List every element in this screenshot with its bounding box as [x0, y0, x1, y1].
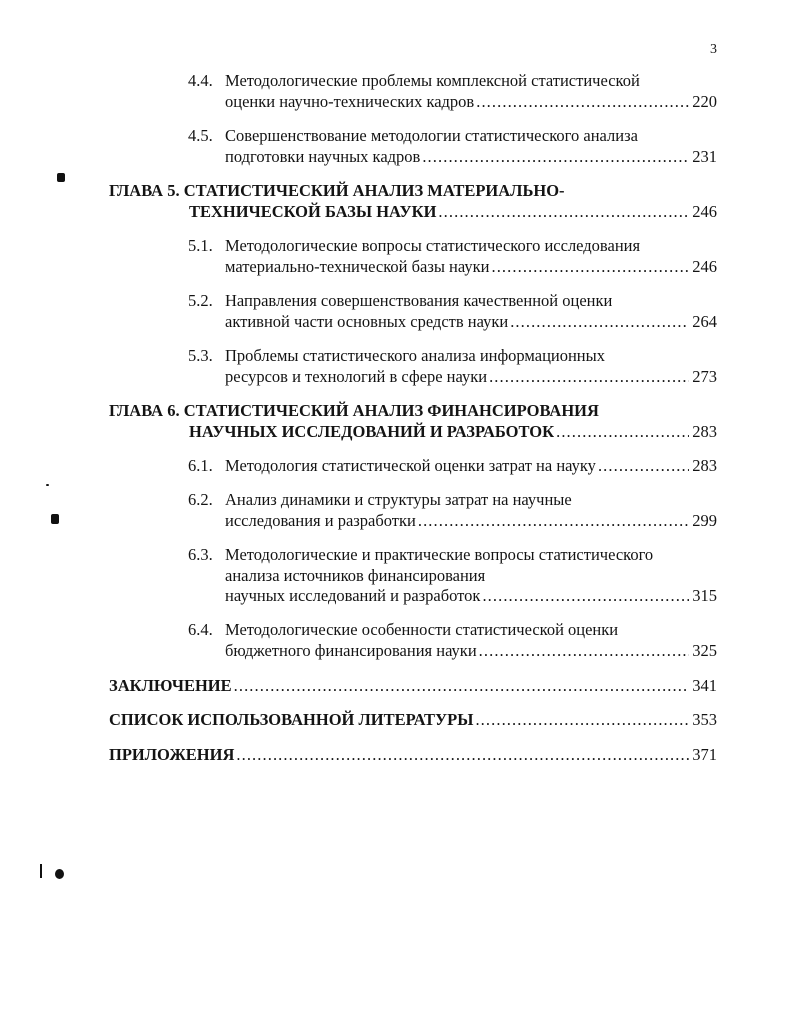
page-ref: 231 — [692, 147, 717, 166]
page-ref: 371 — [692, 745, 717, 764]
section-title-line: подготовки научных кадров — [225, 147, 421, 166]
leader-dots — [556, 421, 689, 442]
chapter-title-line: ТЕХНИЧЕСКОЙ БАЗЫ НАУКИ — [189, 202, 437, 221]
section-number: 6.2. — [188, 490, 213, 509]
leader-dots — [418, 510, 689, 531]
leader-dots — [489, 366, 689, 387]
leader-dots — [438, 201, 689, 222]
leader-dots — [491, 256, 689, 277]
section-title-line: Методологические проблемы комплексной статистической — [225, 71, 640, 90]
section-number: 5.2. — [188, 291, 213, 310]
section-title-line: Проблемы статистического анализа информационных — [225, 346, 605, 365]
chapter-title-line: ГЛАВА 6. СТАТИСТИЧЕСКИЙ АНАЛИЗ ФИНАНСИРОВАНИЯ — [109, 401, 599, 420]
leader-dots — [510, 311, 689, 332]
section-title-line: Направления совершенствования качественной оценки — [225, 291, 613, 310]
leader-dots — [236, 744, 689, 765]
page-ref: 246 — [692, 202, 717, 221]
leader-dots — [475, 709, 689, 730]
section-title-line: активной части основных средств науки — [225, 312, 509, 331]
section-number: 5.1. — [188, 236, 213, 255]
page-ref: 299 — [692, 511, 717, 530]
page-ref: 220 — [692, 92, 717, 111]
section-title-line: анализа источников финансирования — [225, 566, 486, 585]
section-title-line: Методологические особенности статистической оценки — [225, 620, 619, 639]
section-title-line: Анализ динамики и структуры затрат на научные — [225, 490, 572, 509]
section-title-line: Совершенствование методологии статистического анализа — [225, 126, 638, 145]
page-ref: 353 — [692, 710, 717, 729]
chapter-title-line: ГЛАВА 5. СТАТИСТИЧЕСКИЙ АНАЛИЗ МАТЕРИАЛЬНО- — [109, 181, 565, 200]
section-title-line: оценки научно-технических кадров — [225, 92, 475, 111]
section-number: 6.3. — [188, 545, 213, 564]
section-title-line: бюджетного финансирования науки — [225, 641, 477, 660]
section-number: 6.4. — [188, 620, 213, 639]
page-ref: 315 — [692, 586, 717, 605]
section-number: 5.3. — [188, 346, 213, 365]
section-number: 4.5. — [188, 126, 213, 145]
section-title-line: Методологические вопросы статистического исследования — [225, 236, 641, 255]
page-ref: 341 — [692, 676, 717, 695]
page-ref: 283 — [692, 456, 717, 475]
scan-speck — [55, 869, 64, 879]
leader-dots — [234, 675, 690, 696]
section-number: 6.1. — [188, 456, 213, 475]
section-title-line: исследования и разработки — [225, 511, 416, 530]
leader-dots — [422, 146, 689, 167]
chapter-title-line: ПРИЛОЖЕНИЯ — [109, 745, 235, 764]
section-title-line: научных исследований и разработок — [225, 586, 481, 605]
page-ref: 273 — [692, 367, 717, 386]
section-title-line: Методология статистической оценки затрат на науку — [225, 456, 596, 475]
scan-speck — [40, 864, 42, 878]
scan-speck — [46, 484, 49, 486]
section-title-line: ресурсов и технологий в сфере науки — [225, 367, 488, 386]
scan-speck — [57, 173, 65, 182]
section-title-line: Методологические и практические вопросы статистического — [225, 545, 654, 564]
page-ref: 283 — [692, 422, 717, 441]
section-number: 4.4. — [188, 71, 213, 90]
chapter-title-line: НАУЧНЫХ ИССЛЕДОВАНИЙ И РАЗРАБОТОК — [189, 422, 555, 441]
page-ref: 325 — [692, 641, 717, 660]
chapter-title-line: ЗАКЛЮЧЕНИЕ — [109, 676, 232, 695]
page-number: 3 — [710, 42, 717, 57]
leader-dots — [476, 91, 689, 112]
leader-dots — [598, 455, 689, 476]
section-title-line: материально-технической базы науки — [225, 257, 490, 276]
page-ref: 246 — [692, 257, 717, 276]
scan-speck — [51, 514, 59, 524]
chapter-title-line: СПИСОК ИСПОЛЬЗОВАННОЙ ЛИТЕРАТУРЫ — [109, 710, 474, 729]
leader-dots — [482, 585, 689, 606]
page-ref: 264 — [692, 312, 717, 331]
leader-dots — [479, 640, 690, 661]
